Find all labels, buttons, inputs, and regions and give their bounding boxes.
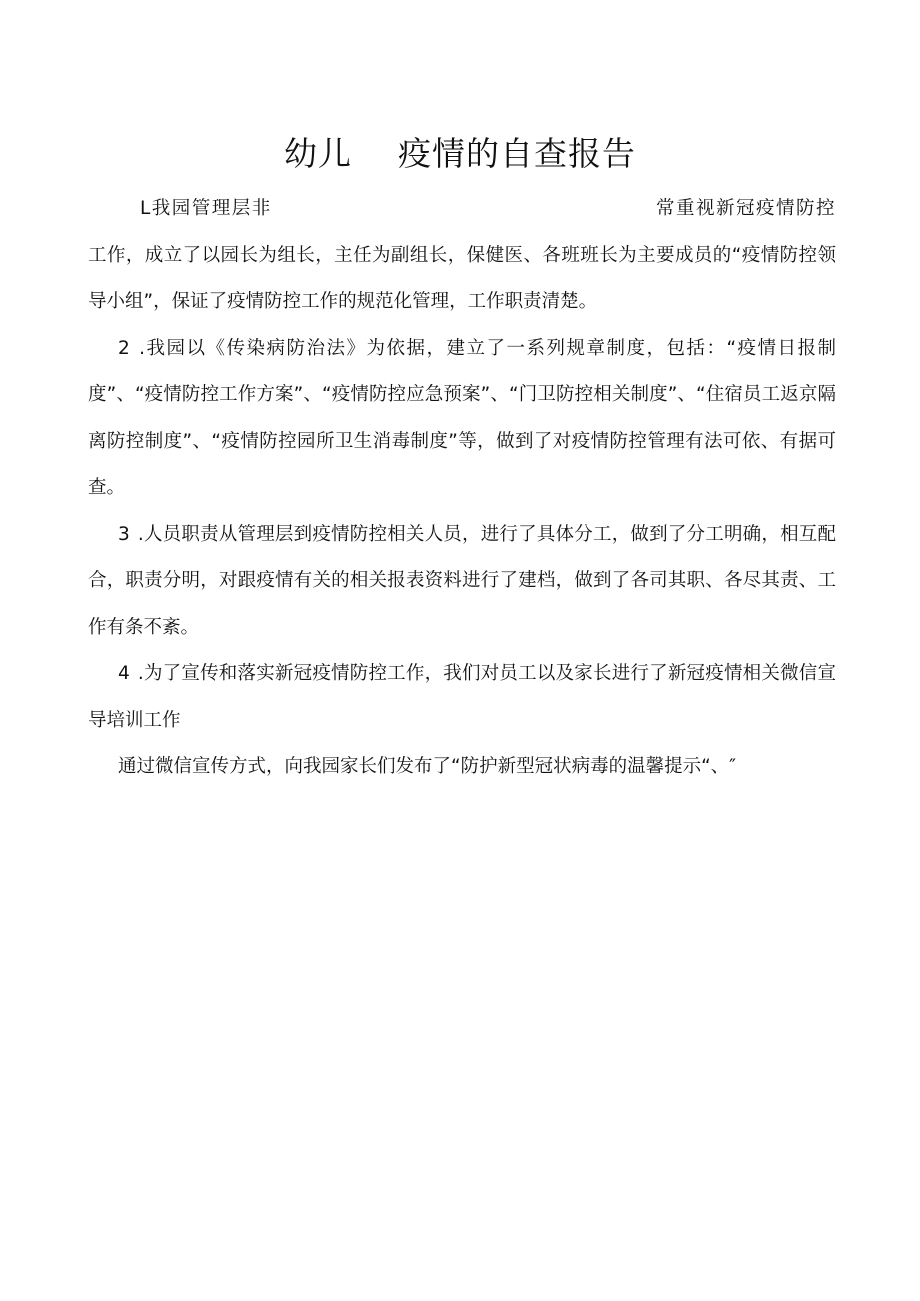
paragraph-3 bbox=[88, 512, 836, 652]
paragraph-1-continued: 工作，成立了以园长为组长，主任为副组长，保健医、各班班长为主要成员的“疫情防控领导小组”，保证了疫情防控工作的规范化管理，工作职责清楚。 bbox=[88, 244, 836, 312]
paragraph-4 bbox=[88, 651, 836, 744]
paragraph-3-number: 3 bbox=[118, 523, 132, 545]
paragraph-1-first-line bbox=[88, 186, 836, 233]
paragraph-4-text: .为了宣传和落实新冠疫情防控工作，我们对员工以及家长进行了新冠疫情相关微信宣导培训工作 bbox=[88, 663, 836, 731]
paragraph-4-number: 4 bbox=[118, 663, 132, 684]
paragraph-2-text: .我园以《传染病防治法》为依据，建立了一系列规章制度，包括：“疫情日报制度”、“疫情防控工作方案”、“疫情防控应急预案”、“门卫防控相关制度”、“住宿员工返京隔离防控制度”、“疫情防控园所卫生消毒制度”等，做到了对疫情防控管理有法可依、有据可查。 bbox=[88, 337, 837, 498]
paragraph-1-right-text: 常重视新冠疫情防控 bbox=[655, 198, 836, 219]
paragraph-3-text: .人员职责从管理层到疫情防控相关人员，进行了具体分工，做到了分工明确，相互配合，职责分明，对跟疫情有关的相关报表资料进行了建档，做到了各司其职、各尽其责、工作有条不紊。 bbox=[88, 523, 836, 638]
document-title: 幼儿 疫情的自查报告 bbox=[284, 134, 636, 173]
paragraph-2 bbox=[88, 326, 836, 512]
paragraph-1-left-text: L我园管理层非 bbox=[140, 198, 272, 219]
document-body bbox=[88, 186, 836, 791]
paragraph-2-number: 2 bbox=[118, 337, 132, 359]
paragraph-5: 通过微信宣传方式，向我园家长们发布了“防护新型冠状病毒的温馨提示“、″ bbox=[118, 756, 737, 777]
